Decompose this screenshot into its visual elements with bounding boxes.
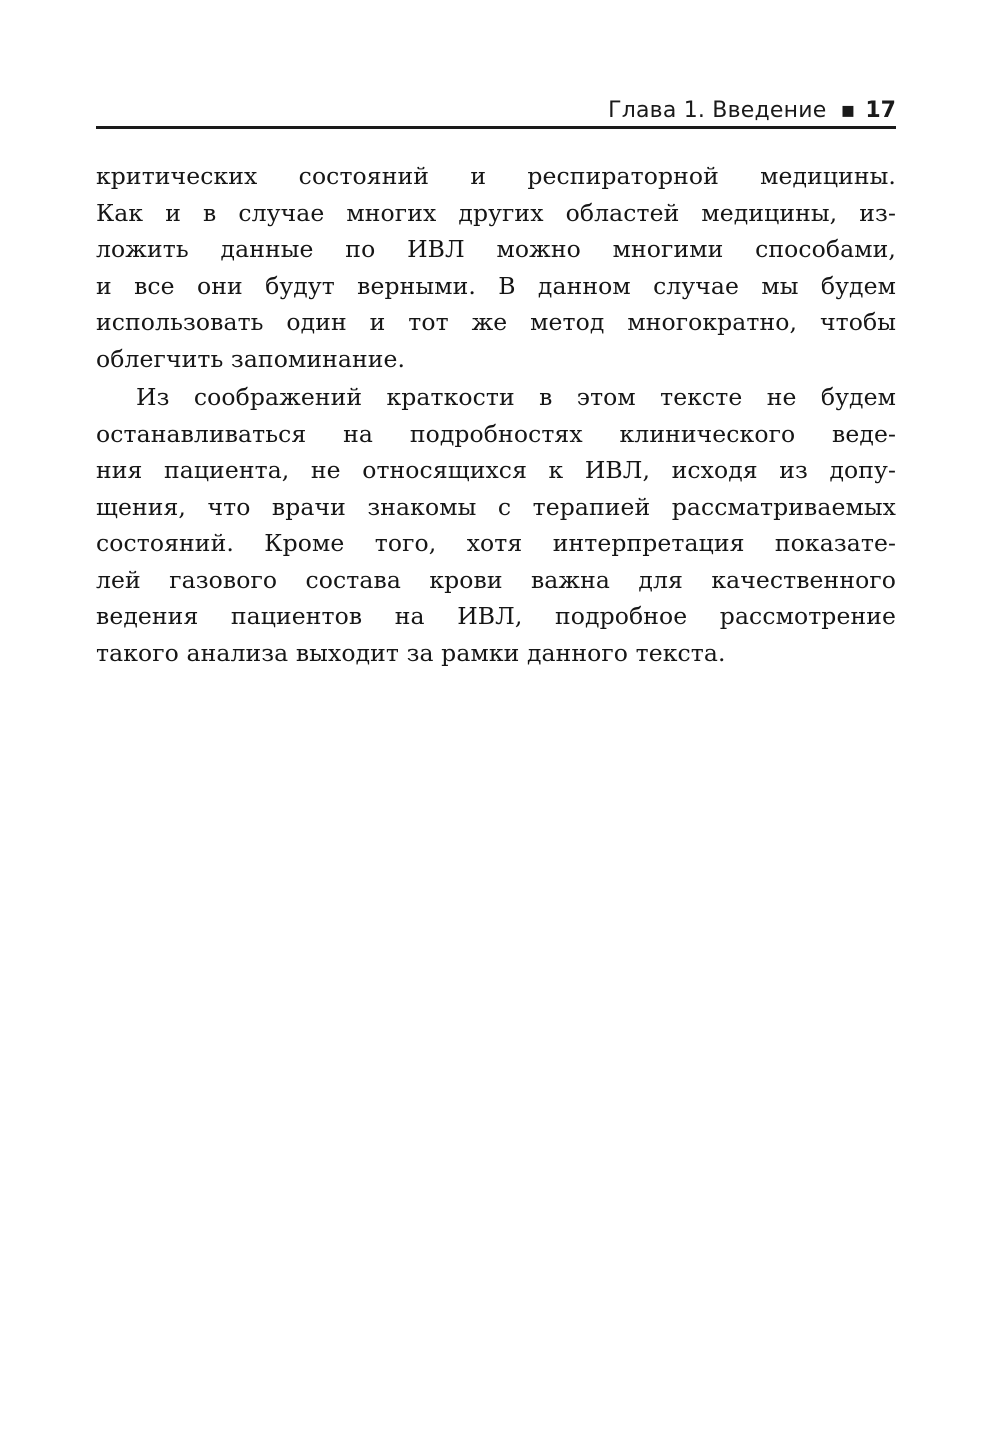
text-line: ложить данные по ИВЛ можно многими способами,	[96, 235, 896, 263]
text-line: и все они будут верными. В данном случае мы будем	[96, 271, 896, 300]
page-number: 17	[865, 97, 896, 123]
text-line: использовать один и тот же метод многократно, чтобы	[96, 308, 896, 336]
text-line: останавливаться на подробностях клинического веде-	[96, 419, 896, 448]
text-line: критических состояний и респираторной медицины.	[96, 162, 896, 190]
header-rule	[96, 126, 896, 129]
text-line: состояний. Кроме того, хотя интерпретация показате-	[96, 529, 896, 557]
running-head	[96, 92, 896, 128]
text-line: щения, что врачи знакомы с терапией рассматриваемых	[96, 492, 896, 521]
text-line: ния пациента, не относящихся к ИВЛ, исходя из допу-	[96, 456, 896, 484]
body-text	[96, 158, 896, 671]
paragraph-1	[96, 158, 896, 377]
chapter-title: Глава 1. Введение	[608, 97, 827, 123]
paragraph-2	[96, 379, 896, 671]
header-separator: ▪	[840, 97, 856, 123]
text-line: ведения пациентов на ИВЛ, подробное рассмотрение	[96, 602, 896, 630]
text-line: облегчить запоминание.	[96, 344, 406, 373]
text-line: такого анализа выходит за рамки данного текста.	[96, 638, 726, 667]
text-line: Из соображений краткости в этом тексте не будем	[136, 383, 896, 411]
text-line: лей газового состава крови важна для качественного	[96, 565, 896, 594]
text-line: Как и в случае многих других областей медицины, из-	[96, 198, 896, 227]
